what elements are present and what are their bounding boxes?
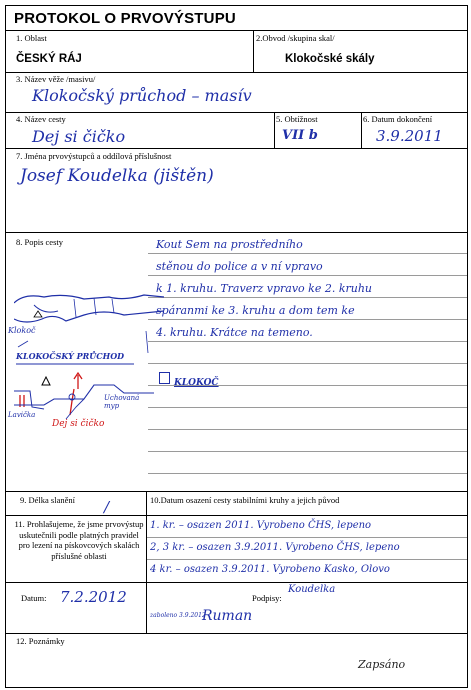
- ruled-line: [146, 537, 467, 538]
- ruled-line: [148, 451, 467, 452]
- column-divider: [146, 582, 147, 633]
- ruled-line: [148, 429, 467, 430]
- description-line: k 1. kruhu. Traverz vpravo ke 2. kruhu: [156, 282, 372, 295]
- signature-1: Koudelka: [288, 584, 336, 595]
- field-7-label: 7. Jména prvovýstupců a oddílová příslušnost: [16, 151, 172, 161]
- divider: [6, 491, 467, 492]
- ruled-line: [148, 319, 467, 320]
- field-6-value: 3.9.2011: [376, 127, 443, 145]
- summit-marker: [159, 372, 170, 384]
- field-10-label: 10.Datum osazení cesty stabilními kruhy a jejich původ: [150, 495, 340, 505]
- description-line: Kout Sem na prostředního: [156, 238, 303, 251]
- divider: [6, 148, 467, 149]
- divider: [6, 515, 467, 516]
- field-9-value: /: [104, 498, 110, 516]
- ruled-line: [146, 559, 467, 560]
- field-5-label: 5. Obtížnost: [276, 114, 318, 124]
- signatures-label: Podpisy:: [252, 593, 282, 603]
- ruled-line: [148, 275, 467, 276]
- field-4-label: 4. Název cesty: [16, 114, 66, 124]
- divider: [6, 112, 467, 113]
- field-8-label: 8. Popis cesty: [16, 237, 63, 247]
- divider: [6, 30, 467, 31]
- description-line: 4. kruhu. Krátce na temeno.: [156, 326, 313, 339]
- field-12-label: 12. Poznámky: [16, 636, 65, 646]
- ruled-line: [148, 407, 467, 408]
- notes-signature: Zapsáno: [358, 658, 406, 671]
- column-divider: [146, 491, 147, 582]
- field-6-label: 6. Datum dokončení: [363, 114, 433, 124]
- ring-line: 2, 3 kr. – osazen 3.9.2011. Vyrobeno ČHS, lepeno: [150, 542, 400, 553]
- form-title: PROTOKOL O PRVOVÝSTUPU: [14, 10, 236, 27]
- column-divider: [253, 30, 254, 72]
- field-1-value: ČESKÝ RÁJ: [16, 53, 82, 65]
- sketch-label-pruchod: KLOKOČSKÝ PRŮCHOD: [16, 351, 125, 361]
- description-line: spáranmi ke 3. kruhu a dom tem ke: [156, 304, 355, 317]
- ruled-line: [148, 473, 467, 474]
- ruled-line: [148, 341, 467, 342]
- column-divider: [361, 112, 362, 148]
- column-divider: [274, 112, 275, 148]
- sketch-summit-label: KLOKOČ: [174, 378, 219, 388]
- field-2-label: 2.Obvod /skupina skal/: [256, 33, 335, 43]
- field-7-value: Josef Koudelka (jištěn): [20, 166, 214, 186]
- date-label: Datum:: [21, 593, 47, 603]
- field-5-value: VII b: [282, 128, 318, 143]
- field-9-label: 9. Délka slanění: [20, 495, 75, 505]
- field-11-label: 11. Prohlašujeme, že jsme prvovýstup uskutečnili podle platných pravidel pro lezení na pískovcových skalách příslušné oblasti: [14, 519, 144, 561]
- description-line: stěnou do police a v ní vpravo: [156, 260, 323, 273]
- divider: [6, 72, 467, 73]
- signature-note: zaboleno 3.9.2012: [150, 612, 206, 619]
- sketch-label-klokoc: Klokoč: [8, 326, 36, 335]
- protocol-form: [5, 5, 468, 688]
- ruled-line: [148, 253, 467, 254]
- divider: [6, 232, 467, 233]
- date-value: 7.2.2012: [60, 588, 127, 606]
- signature-2: Ruman: [202, 608, 253, 624]
- field-3-label: 3. Název věže /masivu/: [16, 74, 96, 84]
- ruled-line: [148, 297, 467, 298]
- divider: [6, 633, 467, 634]
- field-2-value: Klokočské skály: [285, 53, 375, 65]
- sketch-label-lavicka: Lavička: [8, 411, 36, 419]
- ruled-line: [148, 363, 467, 364]
- ring-line: 1. kr. – osazen 2011. Vyrobeno ČHS, lepeno: [150, 520, 372, 531]
- sketch-label-uchovana: Uchovaná myp: [104, 394, 140, 410]
- divider: [6, 582, 467, 583]
- field-3-value: Klokočský průchod – masív: [32, 86, 252, 105]
- field-4-value: Dej si čičko: [32, 127, 126, 146]
- sketch-route-name: Dej si čičko: [52, 419, 105, 429]
- ring-line: 4 kr. – osazen 3.9.2011. Vyrobeno Kasko, Olovo: [150, 564, 390, 575]
- field-1-label: 1. Oblast: [16, 33, 47, 43]
